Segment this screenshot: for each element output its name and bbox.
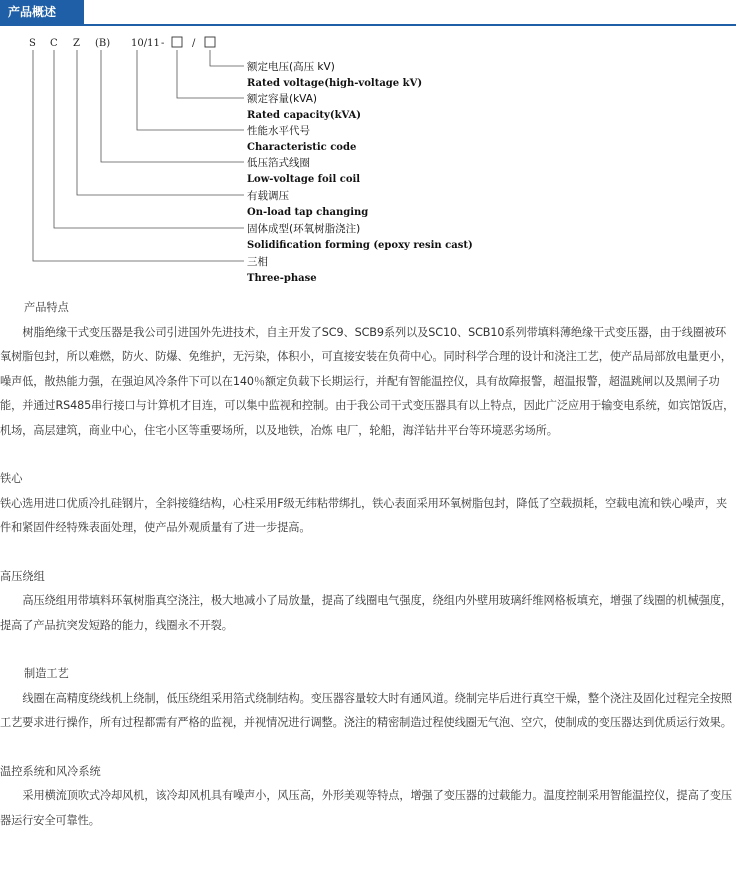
code-s: S xyxy=(29,38,36,49)
code-dash: - xyxy=(161,38,165,49)
code-b: (B) xyxy=(95,38,111,49)
voltage-box xyxy=(205,37,215,47)
section-hv-winding xyxy=(0,565,736,639)
section-manufacturing xyxy=(0,662,736,736)
code-slash: / xyxy=(192,38,196,49)
leader-line-solidification xyxy=(54,50,244,228)
label-rated-voltage-zh: 额定电压(高压 kV) xyxy=(247,61,335,73)
label-three-phase-zh: 三相 xyxy=(247,256,268,268)
label-characteristic-en: Characteristic code xyxy=(247,142,357,153)
leader-line-foil-coil xyxy=(101,50,244,162)
code-c: C xyxy=(50,38,58,49)
label-tap-changing-zh: 有载调压 xyxy=(247,190,289,202)
section-title-cooling: 温控系统和风冷系统 xyxy=(0,764,101,778)
label-characteristic-zh: 性能水平代号 xyxy=(247,125,310,137)
leader-line-three-phase xyxy=(33,50,244,261)
label-rated-voltage-en: Rated voltage(high-voltage kV) xyxy=(247,78,423,89)
section-tab-bar xyxy=(0,0,736,26)
label-solidification-zh: 固体成型(环氧树脂浇注) xyxy=(247,223,361,235)
label-rated-capacity-en: Rated capacity(kVA) xyxy=(247,110,361,121)
section-title-features: 产品特点 xyxy=(24,301,69,314)
label-tap-changing-en: On-load tap changing xyxy=(247,207,369,218)
section-features xyxy=(0,296,736,443)
section-title-manufacturing: 制造工艺 xyxy=(24,667,69,680)
section-body-hv-winding: 高压绕组用带填料环氧树脂真空浇注，极大地减小了局放量，提高了线圈电气强度，绕组内外壁用玻璃纤维网格板填充，增强了线圈的机械强度，提高了产品抗突发短路的能力，线圈永不开裂。 xyxy=(0,594,732,632)
section-title-core: 铁心 xyxy=(0,472,23,485)
label-foil-coil-zh: 低压箔式线圈 xyxy=(247,157,310,169)
section-body-cooling: 采用横流顶吹式冷却风机，该冷却风机具有噪声小，风压高，外形美观等特点，增强了变压器的过载能力。温度控制采用智能温控仪，提高了变压器运行安全可靠性。 xyxy=(0,789,732,827)
code-z: Z xyxy=(73,38,80,49)
section-cooling xyxy=(0,760,736,834)
leader-line-characteristic xyxy=(137,50,244,130)
section-body-features: 树脂绝缘干式变压器是我公司引进国外先进技术，自主开发了SC9、SCB9系列以及SC10、SCB10系列带填料薄绝缘干式变压器，由于线圈被环氧树脂包封，所以难燃，防火、防爆、免维护，无污染，体积小，可直接安装在负荷中心。同时科学合理的设计和浇注工艺，使产品局部放电量更小，噪声低，散热能力强，在强迫风冷条件下可以在140％额定负载下长期运行，并配有智能温控仪，具有故障报警，超温报警，超温跳闸以及黑闸子功能，并通过RS485串行接口与计算机才目连，可以集中监视和控制。由于我公司干式变压器具有以上特点，因此广泛应用于输变电系统，如宾馆饭店，机场，高层建筑，商业中心，住宅小区等重要场所，以及地铁，冶炼 电厂，轮船，海洋钻井平台等环境恶劣场所。 xyxy=(0,325,735,437)
code-10-11: 10/11 xyxy=(131,38,160,49)
product-description xyxy=(0,296,736,833)
label-foil-coil-en: Low-voltage foil coil xyxy=(247,174,361,185)
label-rated-capacity-zh: 额定容量(kVA) xyxy=(247,93,317,105)
section-title-hv-winding: 高压绕组 xyxy=(0,569,45,583)
leader-line-voltage xyxy=(210,50,244,66)
leader-line-capacity xyxy=(177,50,244,98)
label-three-phase-en: Three-phase xyxy=(247,273,317,284)
tab-product-overview[interactable]: 产品概述 xyxy=(0,0,84,24)
capacity-box xyxy=(172,37,182,47)
section-core xyxy=(0,467,736,541)
model-code-diagram xyxy=(0,28,473,290)
label-solidification-en: Solidification forming (epoxy resin cast) xyxy=(247,240,473,251)
leader-line-tap-changing xyxy=(77,50,244,195)
section-body-manufacturing: 线圈在高精度绕线机上绕制，低压绕组采用箔式绕制结构。变压器容量较大时有通风道。绕制完毕后进行真空干燥，整个浇注及固化过程完全按照工艺要求进行操作，所有过程都需有严格的监视，并视情况进行调整。浇注的精密制造过程使线圈无气泡、空穴，使制成的变压器达到优质运行效果。 xyxy=(0,691,732,729)
section-body-core: 铁心选用进口优质冷扎硅钢片，全斜接缝结构，心柱采用F级无纬粘带绑扎，铁心表面采用环氧树脂包封，降低了空载损耗，空载电流和铁心噪声，夹件和紧固件经特殊表面处理，使产品外观质量有了进一步提高。 xyxy=(0,496,728,534)
